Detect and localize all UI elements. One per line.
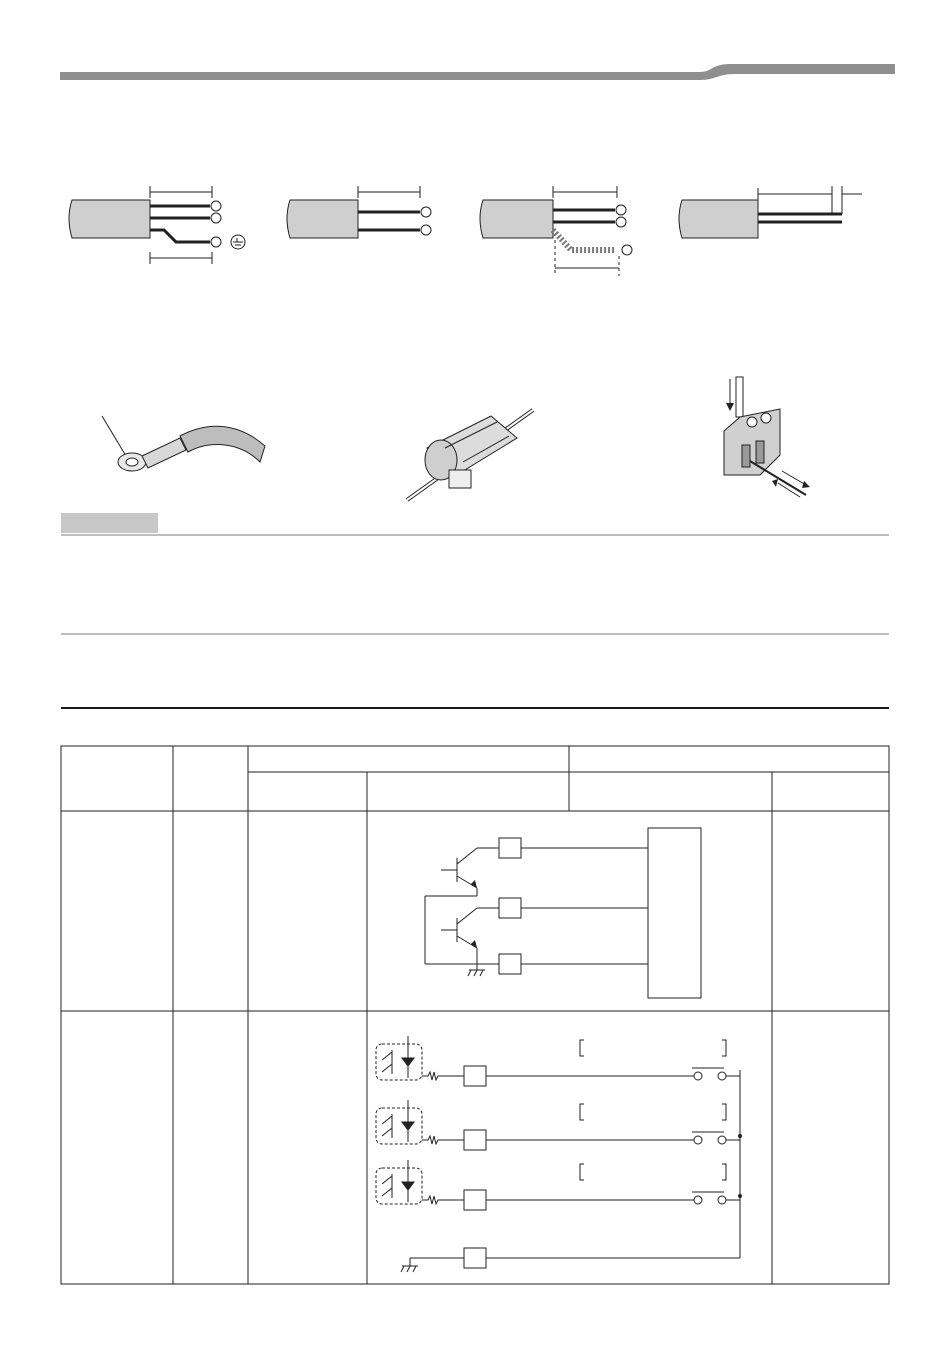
input-circuit-diagram xyxy=(372,1030,757,1280)
output-circuit-diagram xyxy=(405,820,715,1000)
